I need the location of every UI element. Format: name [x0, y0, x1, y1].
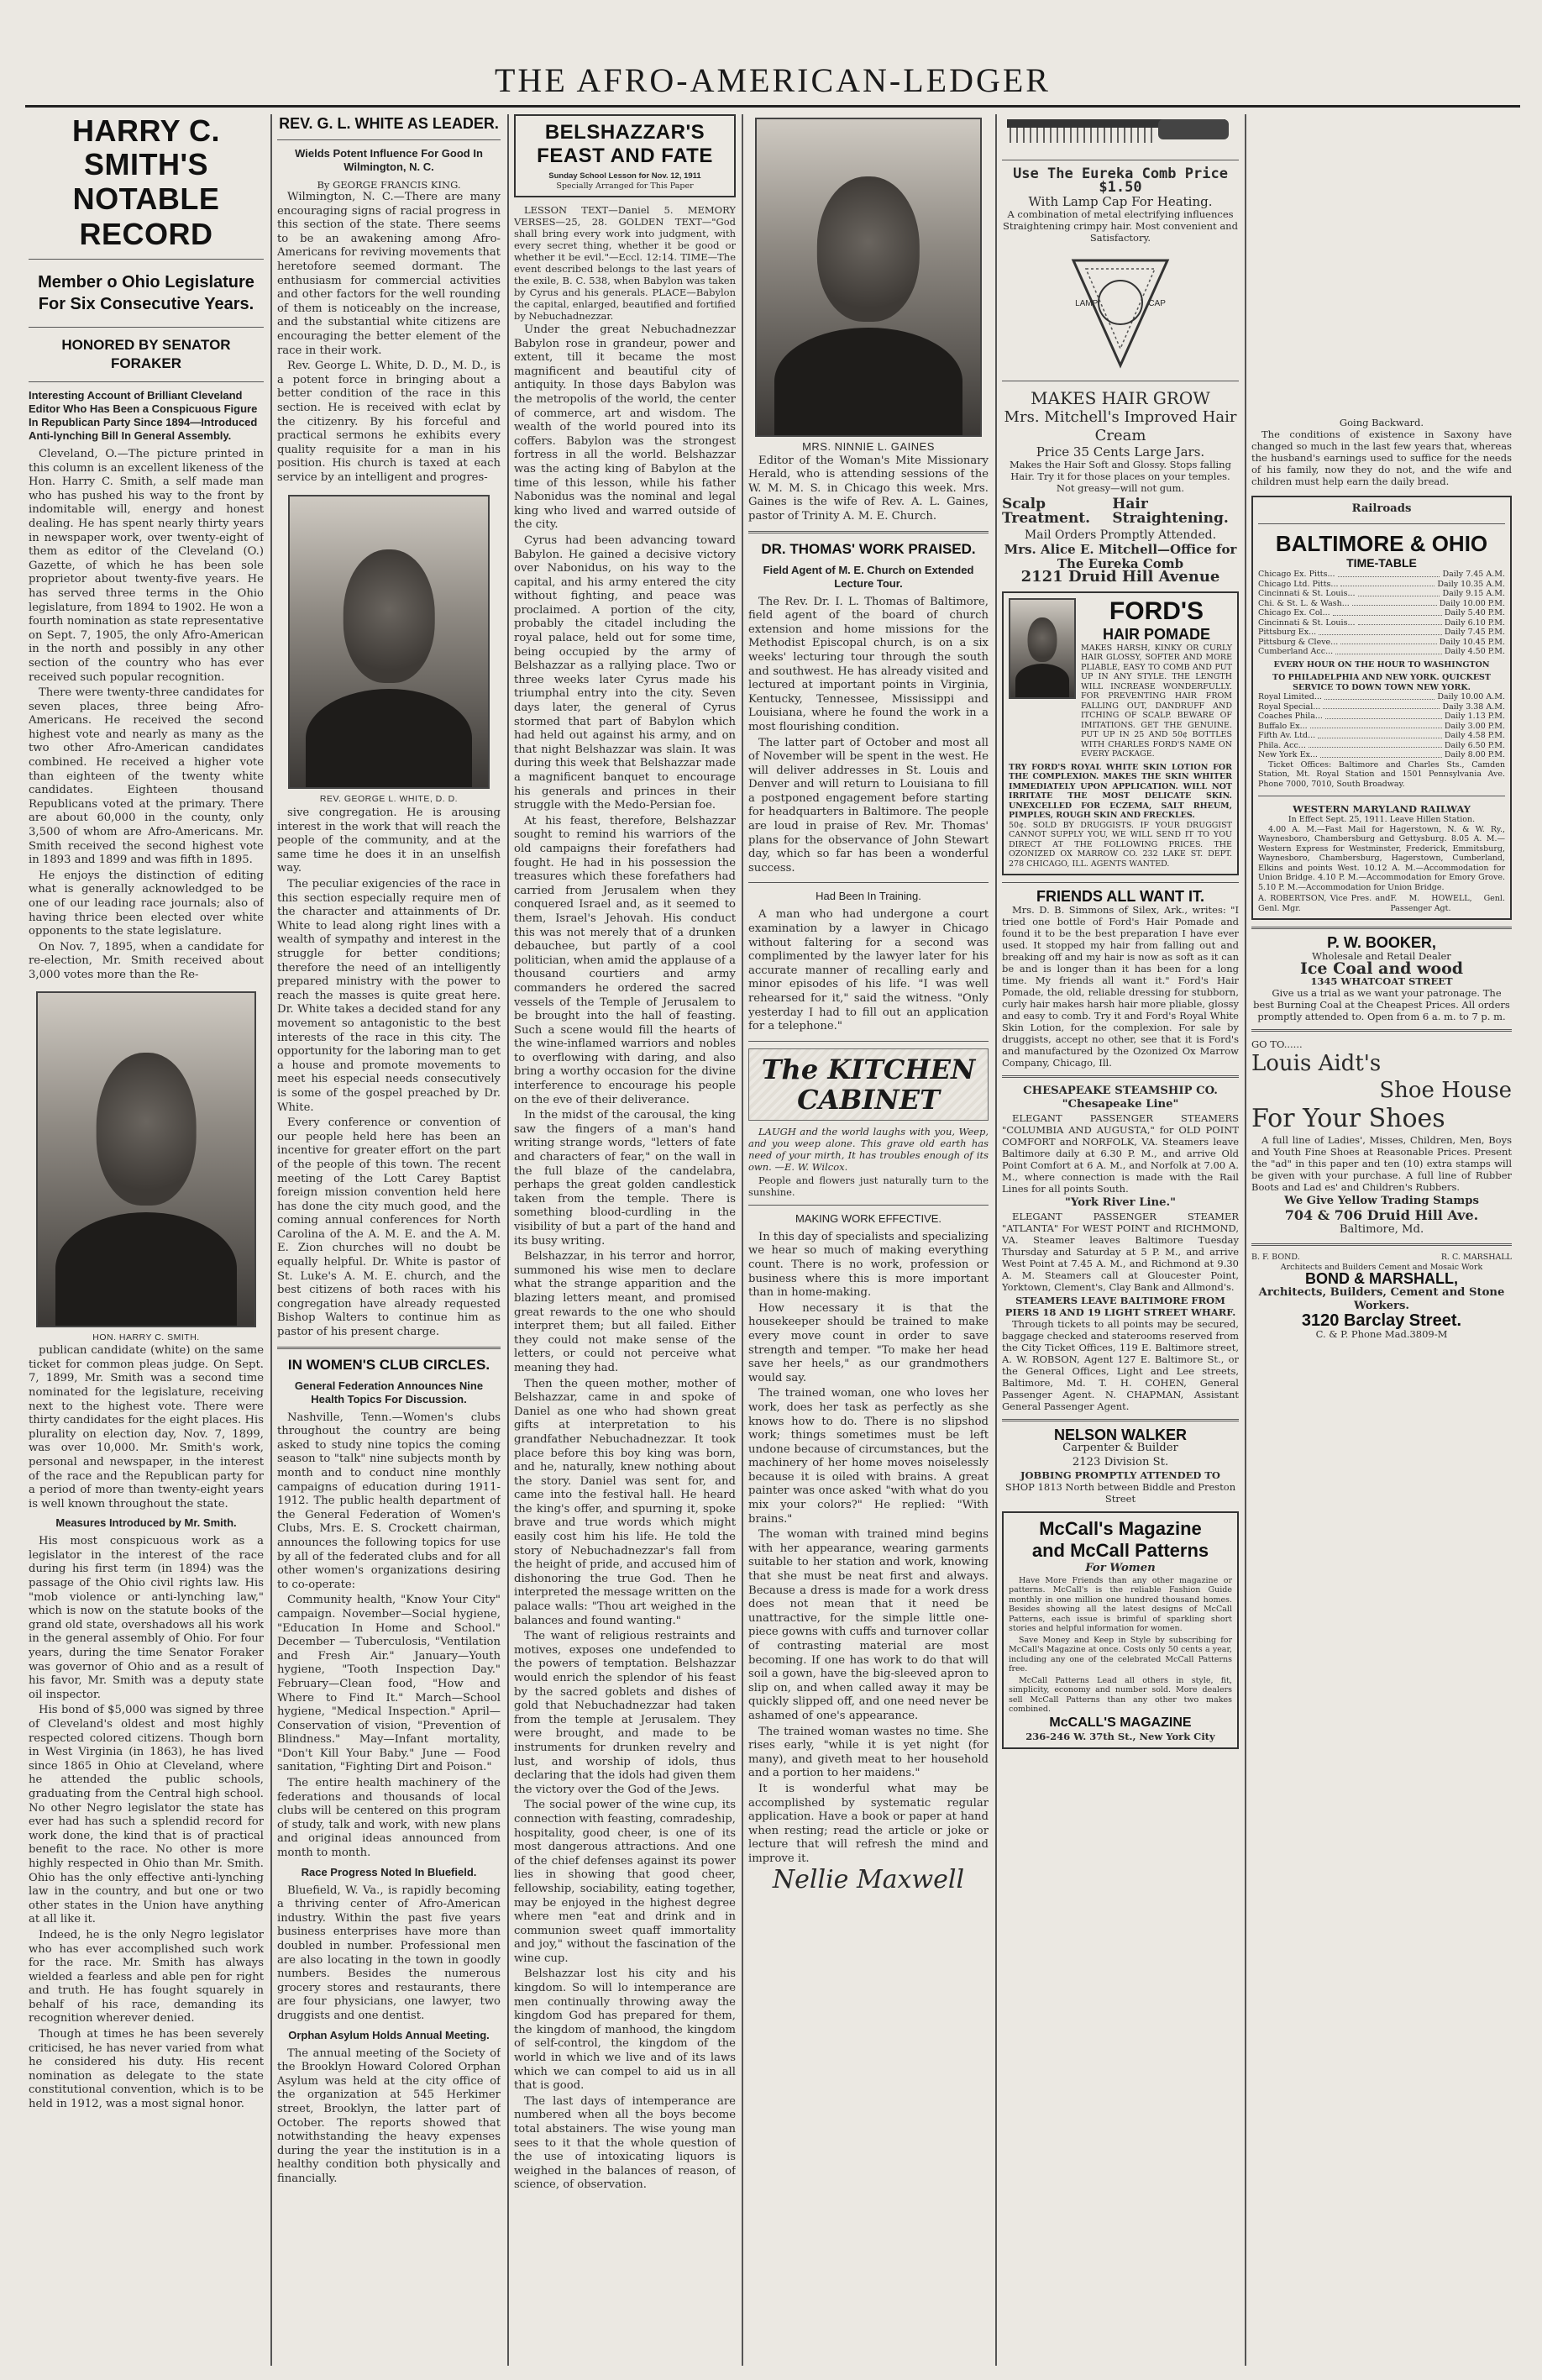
article-paragraph: The entire health machinery of the federations and thousands of local clubs will be centered on this program of study, talk and work, with new plans and original ideas announced from month to month.	[277, 1777, 501, 1860]
train-name: Cincinnati & St. Louis...	[1258, 589, 1356, 599]
article-paragraph: Wilmington, N. C.—There are many encouraging signs of racial progress in this section of the state. There seems to be an awakening among Afro-Americans for reviving movements that heretofore seemed dormant. The enthusiasm for commercial activities and other factors for the well rounding of them is noticeably on the increase, and the substantial white citizens are encouraging the better element of the race in their work.	[277, 191, 501, 357]
train-name: Phila. Acc...	[1258, 740, 1306, 750]
timetable-row	[1258, 608, 1505, 618]
kitchen-cabinet-banner	[748, 1048, 989, 1121]
portrait-photo	[755, 118, 982, 437]
train-time: Daily 4.50 P.M.	[1444, 647, 1505, 657]
train-time: Daily 6.10 P.M.	[1444, 617, 1505, 628]
train-name: Cumberland Acc...	[1258, 647, 1334, 657]
column-4	[748, 114, 989, 2374]
train-time: Daily 10.35 A.M.	[1437, 579, 1505, 589]
article-paragraph: It is wonderful what may be accomplished by systematic regular application. Have a book or paper at hand when resting; read the article or joke or lecture that will refresh the mind and improve it.	[748, 1782, 989, 1865]
masthead: THE AFRO-AMERICAN-LEDGER	[25, 60, 1520, 108]
article-paragraph: Belshazzar, in his terror and horror, summoned his wise men to declare what the strange apparition and the blazing letters meant, and promised great rewards to the one who should interpret them; but all failed. Either they could not make sense of the letters, or could not perceive what meaning they had.	[514, 1250, 736, 1374]
ad-headline: P. W. BOOKER,	[1327, 934, 1436, 952]
timetable-row	[1258, 731, 1505, 741]
ad-text: We Give Yellow Trading Stamps	[1284, 1195, 1479, 1208]
article-paragraph: At his feast, therefore, Belshazzar sought to remind his warriors of the old campaigns their forefathers had fought. He had in his possession the treasures which these forefathers had carried from Jerusalem when they conquered Israel and, as it seemed to them, Israel's Jehovah. His conduct this was not merely that of a drunken debauchee, but partly of a cool politician, when amid the applause of a thousand courtiers and army commanders he ordered the sacred vessels of the Temple of Jerusalem to be brought into the hall of feasting. Such a scene would fill the hearts of the wine-inflamed warriors and nobles to overflowing with daring, and also bring a worthy occasion for the divine interference to encourage his people on the eve of their deliverance.	[514, 814, 736, 1106]
ad-text: F. M. HOWELL, Genl. Passenger Agt.	[1390, 894, 1505, 913]
article-paragraph: The Rev. Dr. I. L. Thomas of Baltimore, field agent of the board of church extension and home missions for the Methodist Episcopal church, is on a six weeks' lecturing tour through the south and southwest. He has already visited and lectured at important points in Virginia, Kentucky, Tennessee, Mississippi and Louisiana, where he found the work in a most flourishing condition.	[748, 595, 989, 733]
ad-headline: MAKES HAIR GROW	[1031, 387, 1210, 408]
timetable-row	[1258, 712, 1505, 722]
article-paragraph: Bluefield, W. Va., is rapidly becoming a thriving center of Afro-American industry. Within the past five years business enterprises have more than doubled in number. Professional men are also locating in the town in goodly numbers. Besides the numerous grocery stores and restaurants, there are four physicians, one lawyer, two druggists and one dentist.	[277, 1884, 501, 2022]
article-deck: General Federation Announces Nine Health Topics For Discussion.	[294, 1379, 484, 1405]
ad-headline: CHESAPEAKE STEAMSHIP CO.	[1023, 1084, 1218, 1097]
train-time: Daily 9.15 A.M.	[1442, 589, 1505, 599]
column-6	[1251, 114, 1512, 2374]
banner-title: CABINET	[797, 1083, 940, 1116]
train-time: Daily 10.00 A.M.	[1437, 692, 1505, 702]
ad-headline: HAIR POMADE	[1102, 625, 1210, 643]
ad-text: Give us a trial as we want your patronage. The best Burning Coal at the Cheapest Prices. All orders promptly attended to. Open from 6 a. m. to 7 p. m.	[1253, 987, 1510, 1023]
train-time: Daily 3.38 A.M.	[1442, 701, 1505, 712]
headline: HARRY C. SMITH'S	[71, 114, 221, 181]
article-paragraph: In the midst of the carousal, the king saw the fingers of a man's hand writing strange words, "letters of fate and characters of fear," on the wall in the full blaze of the candelabra, perhaps the great golden candlestick taken from the temple. There is something blood-curdling in the visibility of but a part of the hand and its busy writing.	[514, 1109, 736, 1248]
article-paragraph: sive congregation. He is arousing interest in the work that will reach the people of the community, and at the same time he does it in an unselfish way.	[277, 806, 501, 875]
timetable-row	[1258, 618, 1505, 628]
train-name: Chicago Ex. Pitts...	[1258, 570, 1335, 580]
timetable-row	[1258, 722, 1505, 732]
ad-text: EVERY HOUR ON THE HOUR TO WASHINGTON	[1273, 659, 1490, 670]
ad-text: McCall Patterns Lead all others in style, fit, simplicity, economy and number sold. More dealers sell McCall Patterns than any other two makes combined.	[1009, 1675, 1232, 1715]
train-name: Chi. & St. L. & Wash...	[1258, 598, 1350, 608]
ad-text: 704 & 706 Druid Hill Ave.	[1284, 1206, 1479, 1223]
section-head: Measures Introduced by Mr. Smith.	[55, 1516, 237, 1530]
article-paragraph: The woman with trained mind begins with her appearance, wearing garments suitable to her station and work, knowing that she must be neat first and always. Because a dress is made for a work dress does not mean that it need be unattractive, for the simple little one-piece gowns with cuffs and turnover collar of contrasting material are most becoming. If one has work to do that will soil a gown, have the big-sleeved apron to slip on, and when called away it may be quickly slipped off, and one need never be ashamed of one's appearance.	[748, 1528, 989, 1722]
railroad-timetable	[1251, 496, 1512, 920]
timetable-row	[1258, 692, 1505, 702]
woman-illustration	[1009, 598, 1076, 699]
train-name: Pittsburg & Cleve...	[1258, 637, 1339, 647]
ad-text: TO PHILADELPHIA AND NEW YORK. QUICKEST SERVICE TO DOWN TOWN NEW YORK.	[1272, 673, 1491, 692]
ad-text: 236-246 W. 37th St., New York City	[1025, 1730, 1215, 1742]
section-head: Race Progress Noted In Bluefield.	[301, 1865, 477, 1878]
section-head: Had Been In Training.	[816, 890, 921, 903]
train-name: Fifth Av. Ltd...	[1258, 731, 1316, 741]
train-name: Buffalo Ex...	[1258, 721, 1308, 731]
ad-text: R. C. MARSHALL	[1440, 1253, 1512, 1263]
article-paragraph: Community health, "Know Your City" campaign. November—Social hygiene, "Education In Home and School." December — Tuberculosis, "Ventilation and Fresh Air." January—Youth hygiene, "Tooth Inspection Day." February—Clean food, "How and Where to Find It." March—School hygiene, "Medical Inspection." April—Conservation of vision, "Prevention of Blindness." May—Infant mortality, "Don't Kill Your Baby." June — Food sanitation, "Fighting Dirt and Poison."	[277, 1594, 501, 1774]
ad-headline: 3120 Barclay Street.	[1301, 1311, 1462, 1330]
train-time: Daily 7.45 P.M.	[1444, 628, 1505, 638]
column-2	[277, 114, 501, 2374]
timetable-list	[1258, 570, 1505, 657]
ad-text: 2123 Division St.	[1072, 1455, 1169, 1468]
ad-text: A combination of metal electrifying influences Straightening crimpy hair. Most convenient and Satisfactory.	[1003, 208, 1238, 244]
lesson-text: LESSON TEXT—Daniel 5. MEMORY VERSES—25, 28. GOLDEN TEXT—"God shall bring every work into judgment, with every secret thing, whether it be good or whether it be evil."—Eccl. 12:14. TIME—The event described belongs to the last years of the exile, B. C. 538, when Babylon was taken by Cyrus and his generals. PLACE—Babylon the capital, enlarged, beautified and fortified by Nebuchadnezzar.	[514, 204, 736, 322]
train-time: Daily 1.13 P.M.	[1444, 712, 1505, 722]
article-paragraph: There were twenty-three candidates for seven places, three being Afro-Americans. He received the second highest vote and nearly as many as the two other Afro-American candidates combined. He received a higher vote than eighteen of the twenty white candidates. Eighteen thousand Republicans voted at the primary. There are about 60,000 in the county, only 3,500 of whom are Afro-Americans. Mr. Smith received the second highest vote in 1893 and 1899 and was fifth in 1895.	[29, 686, 264, 867]
ad-text: Price 35 Cents Large Jars.	[1036, 444, 1205, 460]
train-time: Daily 3.00 P.M.	[1444, 721, 1505, 731]
ad-headline: McCall's Magazine	[1039, 1518, 1202, 1540]
ad-text: MAKES HARSH, KINKY OR CURLY HAIR GLOSSY, SOFTER AND MORE PLIABLE, EASY TO COMB AND PUT UP IN ANY STYLE. THE LENGTH WILL INCREASE WONDERFULLY. FOR PREVENTING HAIR FROM FALLING OUT, DANDRUFF AND ITCHING OF SCALP. BEWARE OF IMITATIONS. GET THE GENUINE. PUT UP IN 25 AND 50¢ BOTTLES WITH CHARLES FORD'S NAME ON EVERY PACKAGE.	[1081, 643, 1232, 759]
ad-text: Mrs. Alice E. Mitchell—Office for The Eureka Comb	[1004, 541, 1237, 571]
article-paragraph: The want of religious restraints and motives, exposes one undefended to the powers of temptation. Belshazzar would enrich the splendor of his feast by the sacred goblets and dishes of gold that Nebuchadnezzar had taken from the temple at Jerusalem. They were brought, and made to be instruments for drunken revelry and lust, and worship of idols, thus declaring that the idols had given them the victory over the God of the Jews.	[514, 1630, 736, 1796]
ad-text: 50¢. SOLD BY DRUGGISTS. IF YOUR DRUGGIST CANNOT SUPPLY YOU, WE WILL SEND IT TO YOU DIRECT AT THE FOLLOWING PRICES. THE OZONIZED OX MARROW CO. 232 LAKE ST. DEPT. 278 CHICAGO, ILL. AGENTS WANTED.	[1009, 820, 1232, 869]
ad-headline: TIME-TABLE	[1346, 555, 1417, 570]
timetable-row	[1258, 750, 1505, 760]
ad-text: With Lamp Cap For Heating.	[1028, 193, 1213, 209]
train-time: Daily 4.58 P.M.	[1444, 731, 1505, 741]
article-paragraph: In this day of specialists and specializing we hear so much of making everything count. There is no work, profession or business where this is more important than in home-making.	[748, 1230, 989, 1300]
train-time: Daily 10.00 P.M.	[1439, 598, 1505, 608]
banner-title: The KITCHEN	[761, 1053, 976, 1085]
ad-headline: and McCall Patterns	[1031, 1540, 1209, 1562]
train-time: Daily 8.00 P.M.	[1444, 750, 1505, 760]
article-deck: Wields Potent Influence For Good In Wilmington, N. C.	[295, 147, 483, 173]
article-paragraph: People and flowers just naturally turn to the sunshine.	[748, 1174, 989, 1198]
train-name: Chicago Ltd. Pitts...	[1258, 579, 1339, 589]
ad-text: For Women	[1085, 1562, 1156, 1575]
article-paragraph: He enjoys the distinction of editing what is generally acknowledged to be one of our leading race journals; also of having thrice been elected over white opponents to the state legislature.	[29, 869, 264, 938]
ad-text: Through tickets to all points may be secured, baggage checked and staterooms reserved from the City Ticket Offices, 119 E. Baltimore street, A. W. ROBSON, Agent 127 E. Baltimore St., or the General Offices, Light and Lee streets, Baltimore, Md. T. H. COHEN, General Passenger Agent. N. CHAPMAN, Assistant General Passenger Agent.	[1002, 1317, 1239, 1412]
ad-text: Save Money and Keep in Style by subscribing for McCall's Magazine at once. Costs only 50 cents a year, including any one of the celebrated McCall Patterns free.	[1009, 1635, 1232, 1674]
column-rule	[742, 114, 743, 2366]
article-paragraph: The conditions of existence in Saxony have changed so much in the last few years that, whereas the husband's earnings used to suffice for the needs of his family, now they do not, and the wife and children must help earn the daily bread.	[1251, 428, 1512, 487]
article-paragraph: The social power of the wine cup, its connection with feasting, comradeship, hospitality, good cheer, is one of its most dangerous attractions. And one of the chief defenses against its power lies in showing that good cheer, fellowship, sociability, eating together, may be enjoyed in the highest degree where men "eat and drink and in communion sweet quaff immortality and joy," without the fascination of the wine cup.	[514, 1799, 736, 1965]
ad-text: Mail Orders Promptly Attended.	[1024, 528, 1217, 543]
section-head: Orphan Asylum Holds Annual Meeting.	[288, 2028, 490, 2041]
ad-text: Baltimore, Md.	[1339, 1222, 1424, 1236]
article-paragraph: Cleveland, O.—The picture printed in this column is an excellent likeness of the Hon. Harry C. Smith, a self made man who has pushed his way to the front by indomitable will, energy and honest dealing. He has spent nearly thirty years in newspaper work, over twenty-eight of them as editor of the Cleveland (O.) Gazette, of which he has been sole proprietor about twenty-five years. He has served three terms in the Ohio legislature, from 1894 to 1902. He won a fourth nomination as state representative on Sept. 7, 1905, the only Afro-American in the north and possibly in any other section of the country who has ever received such popular recognition.	[29, 448, 264, 684]
lesson-subtitle: Specially Arranged for This Paper	[556, 181, 694, 191]
ad-text: Ticket Offices: Baltimore and Charles Sts., Camden Station, Mt. Royal Station and 1501 Pennsylvania Ave. Phone 7000, 7010, South Broadway.	[1258, 759, 1505, 789]
ad-headline: Use The Eureka Comb Price $1.50	[1013, 165, 1228, 197]
timetable-row	[1258, 570, 1505, 580]
article-deck: Field Agent of M. E. Church on Extended Lecture Tour.	[763, 563, 974, 590]
train-time: Daily 5.40 P.M.	[1444, 608, 1505, 618]
timetable-row	[1258, 702, 1505, 712]
column-1	[29, 114, 264, 2374]
article-paragraph: Under the great Nebuchadnezzar Babylon rose in grandeur, power and extent, till it became the most magnificent and beautiful city of antiquity. In those days Babylon was the metropolis of the world, the center of commerce, art and wisdom. The wealth of the world poured into its coffers. Babylon was the strongest fortress in all the world. Belshazzar was the acting king of Babylon at the time of this lesson, while his father Nabonidus was the nominal and legal king who lived and warred outside of the city.	[514, 323, 736, 532]
ad-text: Wholesale and Retail Dealer	[1312, 949, 1451, 962]
article-paragraph: His most conspicuous work as a legislator in the interest of the race during his first term (in 1894) was the passage of the Ohio civil rights law. His "mob violence or anti-lynching law," which is now on the statute books of the grand old state, overshadows all his work in the general assembly of Ohio. For four years, during the time Senator Foraker was governor of Ohio and as a result of his favor, Mr. Smith was a deputy state oil inspector.	[29, 1535, 264, 1701]
article-paragraph: The latter part of October and most all of November will be spent in the west. He will deliver addresses in St. Louis and Denver and will return to Louisiana to fill a postponed engagement before starting for headquarters in Baltimore. The people are loud in praise of Rev. Mr. Thomas' plans for the observance of John Stewart day, which so far has been a wonderful success.	[748, 736, 989, 875]
train-time: Daily 10.45 P.M.	[1439, 637, 1505, 647]
section-head: Railroads	[1351, 502, 1412, 515]
section-head: Going Backward.	[1339, 417, 1424, 428]
article-paragraph: His bond of $5,000 was signed by three of Cleveland's oldest and most highly respected colored citizens. Though born in West Virginia (in 1863), he has lived since 1865 in Ohio at Cleveland, where he attended the public schools, graduating from the Central high school. No other Negro legislator the state has ever had has such a splendid record for work done, the kind that is of practical benefit to the race. No other is more highly respected in Ohio than Mr. Smith. Ohio has the only effective anti-lynching law in the country, and but one or two other states in the Union have anything at all like it.	[29, 1704, 264, 1926]
article-paragraph: On Nov. 7, 1895, when a candidate for re-election, Mr. Smith received about 3,000 votes more than the Re-	[29, 940, 264, 981]
ad-text: Architects, Builders, Cement and Stone Workers.	[1258, 1285, 1505, 1313]
ad-text: Makes the Hair Soft and Glossy. Stops falling Hair. Try it for those places on your temples. Not greasy—will not gum.	[1010, 459, 1231, 495]
article-paragraph: Belshazzar lost his city and his kingdom. So will lo intemperance are men continually throwing away the kingdom God has prepared for them, the kingdom of manhood, the kingdom of self-control, the kingdom of the world in which we live and of its laws which we can compel to aid us in all that is good.	[514, 1968, 736, 2093]
ad-headline: McCALL'S MAGAZINE	[1049, 1715, 1192, 1730]
ad-headline: BOND & MARSHALL,	[1305, 1270, 1458, 1288]
timetable-row	[1258, 741, 1505, 751]
photo-caption: HON. HARRY C. SMITH.	[92, 1332, 200, 1342]
photo-caption: MRS. NINNIE L. GAINES	[802, 440, 935, 453]
article-paragraph: Though at times he has been severely criticised, he has never varied from what he considered his duty. His recent nomination as delegate to the state constitutional convention, which is to be held in 1912, was a most signal honor.	[29, 2028, 264, 2111]
ad-headline: WESTERN MARYLAND RAILWAY	[1293, 803, 1471, 816]
ad-text: Carpenter & Builder	[1062, 1442, 1178, 1455]
comb-icon	[1002, 114, 1239, 148]
article-paragraph: The annual meeting of the Society of the Brooklyn Howard Colored Orphan Asylum was held at the city office of the organization at 545 Herkimer street, Brooklyn, the latter part of October. The reports showed that notwithstanding the heavy expenses during the year the institution is in a healthy condition both physically and financially.	[277, 2046, 501, 2185]
ad-text: C. & P. Phone Mad.3809-M	[1315, 1327, 1448, 1340]
column-rule	[995, 114, 997, 2366]
article-paragraph: A man who had undergone a court examination by a lawyer in Chicago without faltering for a second was complimented by the lawyer later for his accurate manner of recalling early and minor episodes of his life. "I was well rehearsed for it," said the witness. "Only yesterday I had to fill out an application for a telephone."	[748, 908, 989, 1033]
article-paragraph: The trained woman, one who loves her work, does her task as perfectly as she knows how to do. There is no slipshod work; things sometimes must be left undone because of circumstances, but the machinery of her home moves noiselessly because it is oiled with brains. A great painter was once asked "with what do you mix your colors?" He replied: "With brains."	[748, 1387, 989, 1526]
ad-text: A. ROBERTSON, Vice Pres. and Genl. Mgr.	[1258, 894, 1391, 913]
lesson-subtitle: Sunday School Lesson for Nov. 12, 1911	[548, 171, 701, 181]
ad-text: STEAMERS LEAVE BALTIMORE FROM PIERS 18 AND 19 LIGHT STREET WHARF.	[1004, 1294, 1236, 1318]
article-paragraph: The peculiar exigencies of the race in this section especially require men of the character and attainments of Dr. White to lead along right lines with a wealth of sympathy and interest in the struggle for better conditions; therefore the need of an intelligently prepared ministry with the power to reach the masses is quite great here. Dr. White takes a decided stand for any movement so antagonistic to the best interests of the race in this city. The opportunity for the laboring man to get a house and promote movements to meet his especial needs consecutively is some of the gospel preached by Dr. White.	[277, 878, 501, 1114]
train-name: Pittsburg Ex...	[1258, 628, 1317, 638]
ad-headline: "Chesapeake Line"	[1062, 1098, 1179, 1111]
cap-label: CAP	[1148, 298, 1166, 308]
ad-headline: Ice Coal and wood	[1299, 959, 1464, 978]
ad-text: ELEGANT PASSENGER STEAMERS "COLUMBIA AND AUGUSTA," for OLD POINT COMFORT and NORFOLK, VA. Steamers leave Baltimore daily at 6.30 P. M., and arrive Old Point Comfort at 6 A. M., and Norfolk at 7.00 A. M., where connection is made with the Rail Lines for all points South.	[1002, 1112, 1239, 1195]
ad-headline: Shoe House	[1379, 1078, 1512, 1104]
ad-text: Hair Straightening.	[1112, 496, 1229, 527]
column-5	[1002, 114, 1239, 2374]
article-paragraph: Mrs. D. B. Simmons of Silex, Ark., writes: "I tried one bottle of Ford's Hair Pomade and found it to be the best preparation I have ever used. It stopped my hair from falling out and breaking off and my hair is now as soft as it can be and is longer than it has been for a long time. My friends all want it." Ford's Hair Pomade, the old, reliable dressing for stubborn, curly hair makes harsh hair more pliable, glossy and easy to comb. Try it and Ford's Royal White Skin Lotion, for the complexion. For sale by druggists, accept no other, see that it is Ford's and manufactured by the Ozonized Ox Marrow Company, Chicago, Ill.	[1002, 903, 1239, 1069]
article-paragraph: Nashville, Tenn.—Women's clubs throughout the country are being asked to study nine topics the coming season to "talk" nine subjects month by month and to conduct nine monthly campaigns of education during 1911-1912. The public health department of the General Federation of Women's Clubs, Mrs. E. S. Crockett chairman, announces the following topics for use by all of the federated clubs and for all other women's organizations desiring to co-operate:	[277, 1411, 501, 1591]
ad-text: Architects and Builders Cement and Mosaic Work	[1280, 1262, 1483, 1272]
lamp-label: LAMP	[1075, 298, 1099, 308]
section-head: MAKING WORK EFFECTIVE.	[795, 1211, 942, 1225]
ad-headline: For Your Shoes	[1251, 1104, 1445, 1134]
timetable-row	[1258, 628, 1505, 638]
article-paragraph: How necessary it is that the housekeeper should be trained to make every move count in order to save strength and temper. "To make her head save her heels," as our grandmothers would say.	[748, 1301, 989, 1384]
subheadline: Member o Ohio Legislature For Six Consecutive Years.	[38, 273, 254, 313]
ad-headline: "York River Line."	[1065, 1196, 1176, 1209]
column-rule	[1245, 114, 1246, 2366]
section-head: IN WOMEN'S CLUB CIRCLES.	[287, 1356, 490, 1373]
mccall-ad	[1002, 1511, 1239, 1748]
timetable-row	[1258, 580, 1505, 590]
train-name: Royal Special...	[1258, 701, 1321, 712]
train-name: Coaches Phila...	[1258, 712, 1323, 722]
headline: NOTABLE RECORD	[72, 181, 220, 251]
timetable-list	[1258, 692, 1505, 760]
ad-text: Have More Friends than any other magazine or patterns. McCall's is the reliable Fashion Guide monthly in one million one hundred thousand homes. Besides showing all the latest designs of McCall Patterns, each issue is brimful of sparkling short stories and helpful information for women.	[1009, 1575, 1232, 1634]
article-paragraph: Rev. George L. White, D. D., M. D., is a potent force in bringing about a better condition of the race in this section. He is received with eclat by the citizenry. By his forceful and practical sermons he exhibits every quality requisite for a man in his position. His church is taxed at each service by an intelligent and progres-	[277, 360, 501, 484]
lesson-title-box	[514, 114, 736, 197]
poem: LAUGH and the world laughs with you, Weep, and you weep alone. This grave old earth has need of your mirth, It has troubles enough of its own. —E. W. Wilcox.	[748, 1125, 989, 1173]
ad-headline: Louis Aidt's	[1251, 1051, 1382, 1077]
ad-headline: BALTIMORE & OHIO	[1275, 530, 1488, 556]
section-head: DR. THOMAS' WORK PRAISED.	[761, 540, 976, 557]
column-3	[514, 114, 736, 2374]
photo-caption: REV. GEORGE L. WHITE, D. D.	[319, 794, 459, 805]
ad-headline: Mrs. Mitchell's Improved Hair Cream	[1004, 407, 1237, 444]
article-paragraph: Indeed, he is the only Negro legislator who has ever accomplished such work for the race. Mr. Smith has always wielded a fearless and able pen for right and truth. He has fought squarely in behalf of his race, demanding its recognition wherever denied.	[29, 1928, 264, 2025]
article-deck: Interesting Account of Brilliant Cleveland Editor Who Has Been a Conspicuous Figure In Republican Party Since 1894—Introduced Anti-lynching Bill In General Assembly.	[29, 389, 258, 442]
article-paragraph: Then the queen mother, mother of Belshazzar, came in and spoke of Daniel as one who had shown great gifts at interpretation to his grandfather Nebuchadnezzar. It took place before this boy king was born, and he, naturally, knew nothing about the story. Daniel was sent for, and came into the festival hall. He heard the king's offer, and spurning it, spoke brave and true words which might easily cost him his life. He told the story of Nebuchadnezzar's fall from the height of pride, and accused him of dishonoring the true God. Then he interpreted the message written on the palace walls: "Thou art weighed in the balances and found wanting."	[514, 1377, 736, 1627]
section-head: FRIENDS ALL WANT IT.	[1036, 888, 1204, 906]
ad-text: A full line of Ladies', Misses, Children, Men, Boys and Youth Fine Shoes at Reasonable Prices. Present the "ad" in this paper and ten (10) extra stamps will be given with your purchase. A full line of Rubber Boots and Lad es' and Children's Rubbers.	[1251, 1134, 1512, 1194]
article-paragraph: Cyrus had been advancing toward Babylon. He gained a decisive victory over Nabonidus, on his way to the capital, and his army entered the city without fighting, and peace was proclaimed. A portion of the city, probably the citadel including the royal palace, held out for some time, being occupied by the army of Belshazzar as a rallying place. Two or three weeks later Cyrus made his triumphal entry into the city. Seven days later, the general of Cyrus stormed that part of Babylon which had held out against his army, and on that night Belshazzar was slain. It was during this week that Belshazzar made a magnificent banquet to encourage his generals and princes in their struggle with the Medo-Persian foe.	[514, 533, 736, 812]
article-paragraph: publican candidate (white) on the same ticket for common pleas judge. On Sept. 7, 1899, Mr. Smith was a second time nominated for the legislature, receiving next to the highest vote. There were thirty candidates for the eight places. His plurality on election day, Nov. 7, 1899, was over 10,000. Mr. Smith's work, personal and newspaper, in the interest of the race and the Republican party for a period of more than twenty-eight years is well known throughout the state.	[29, 1344, 264, 1510]
ad-text: 2121 Druid Hill Avenue	[1020, 568, 1220, 586]
timetable-row	[1258, 599, 1505, 609]
subheadline: HONORED BY SENATOR FORAKER	[61, 337, 231, 371]
portrait-photo	[36, 991, 256, 1327]
article-paragraph: The trained woman wastes no time. She rises early, "while it is yet night (for many), and giveth meat to her household and a portion to her maidens."	[748, 1725, 989, 1780]
ad-text: JOBBING PROMPTLY ATTENDED TO	[1020, 1469, 1220, 1482]
ad-text: TRY FORD'S ROYAL WHITE SKIN LOTION FOR THE COMPLEXION. MAKES THE SKIN WHITER IMMEDIATELY UPON APPLICATION. WILL NOT IRRITATE THE MOST DELICATE SKIN. UNEXCELLED FOR ECZEMA, SALT RHEUM, PIMPLES, ROUGH SKIN AND FRECKLES.	[1009, 762, 1232, 821]
train-name: Cincinnati & St. Louis...	[1258, 617, 1356, 628]
ad-text: 4.00 A. M.—Fast Mail for Hagerstown, N. & W. Ry., Waynesboro, Chambersburg and Gettysburg. 8.05 A. M.—Western Express for Westminster, Frederick, Emmitsburg, Waynesboro, Chambersburg, Hagerstown, Cumberland, Elkins and points West. 10.12 A. M.—Accommodation for Union Bridge. 4.10 P. M.—Accommodation for Emory Grove. 5.10 P. M.—Accommodation for Union Bridge.	[1258, 824, 1505, 892]
byline: By GEORGE FRANCIS KING.	[317, 179, 461, 191]
timetable-row	[1258, 638, 1505, 648]
ad-text: In Effect Sept. 25, 1911. Leave Hillen Station.	[1288, 815, 1476, 825]
timetable-row	[1258, 589, 1505, 599]
ad-headline: FORD'S	[1109, 596, 1204, 625]
fords-pomade-ad	[1002, 591, 1239, 876]
signature: Nellie Maxwell	[772, 1864, 965, 1894]
column-rule	[270, 114, 272, 2366]
ad-text: B. F. BOND.	[1251, 1253, 1300, 1263]
timetable-row	[1258, 647, 1505, 657]
ad-text: Scalp Treatment.	[1002, 496, 1090, 527]
ad-text: 1345 WHATCOAT STREET	[1310, 975, 1453, 988]
train-name: Royal Limited...	[1258, 692, 1322, 702]
train-name: New York Ex...	[1258, 750, 1318, 760]
ad-text: ELEGANT PASSENGER STEAMER "ATLANTA" For WEST POINT and RICHMOND, VA. Steamer leaves Baltimore Tuesday Thursday and Saturday at 5 P. M., and arrive West Point at 7.45 A. M., and Richmond at 9.30 A. M. Steamers call at Gloucester Point, Yorktown, Clement's, Clay Bank and Allmond's.	[1002, 1210, 1239, 1293]
headline: REV. G. L. WHITE AS LEADER.	[279, 115, 499, 132]
ad-text: GO TO......	[1251, 1038, 1303, 1051]
portrait-photo	[288, 495, 490, 789]
train-time: Daily 7.45 A.M.	[1442, 570, 1505, 580]
article-paragraph: The last days of intemperance are numbered when all the boys become total abstainers. The wise young man sees to it that the whole question of the use of intoxicating liquors is weighed in the balances of reason, of science, of observation.	[514, 2094, 736, 2192]
train-time: Daily 6.50 P.M.	[1444, 740, 1505, 750]
ad-headline: NELSON WALKER	[1053, 1426, 1187, 1443]
article-paragraph: Editor of the Woman's Mite Missionary Herald, who is attending sessions of the W. M. M. S. in Chicago this week. Mrs. Gaines is the wife of Rev. A. L. Gaines, pastor of Trinity A. M. E. Church.	[748, 454, 989, 523]
ad-text: SHOP 1813 North between Biddle and Preston Street	[1004, 1481, 1236, 1505]
article-paragraph: Every conference or convention of our people held here has been an incentive for greater effort on the part of the people of this town. The recent meeting of the Lott Carey Baptist foreign mission convention held here has done the city much good, and the coming annual conferences for North Carolina of the A. M. E. and the A. M. E. Zion churches will no doubt be equally helpful. Dr. White is pastor of St. Luke's A. M. E. church, and the best citizens of both races with his congregation have already requested Bishop Walters to continue him as pastor of his present charge.	[277, 1116, 501, 1339]
lamp-cap-icon	[1002, 244, 1239, 370]
headline: BELSHAZZAR'S	[544, 121, 705, 144]
column-rule	[507, 114, 509, 2366]
train-name: Chicago Ex. Col...	[1258, 608, 1330, 618]
headline: FEAST AND FATE	[537, 144, 713, 167]
